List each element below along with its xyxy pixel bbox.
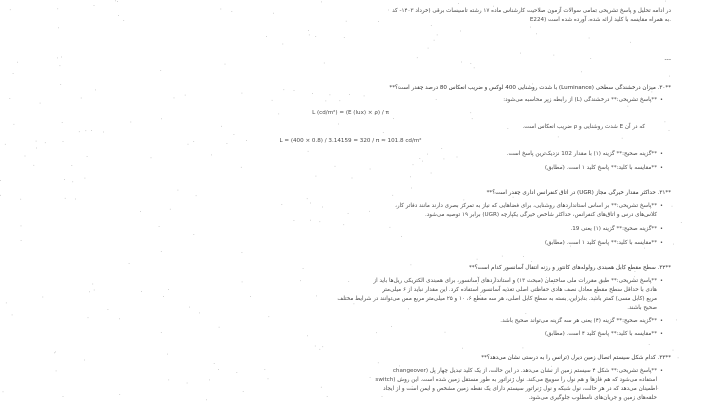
speckle [411,188,412,189]
speckle [266,36,267,37]
speckle [174,98,175,99]
speckle [530,27,531,28]
speckle [206,399,207,400]
speckle [339,100,340,101]
speckle [220,9,221,10]
speckle [178,190,179,191]
speckle [85,130,86,131]
speckle [349,94,350,95]
speckle [316,176,317,177]
speckle [168,380,169,381]
speckle [12,315,13,316]
speckle [477,259,478,260]
speckle [431,173,432,174]
speckle [307,335,308,336]
speckle [657,388,658,389]
speckle [493,6,494,7]
speckle [472,118,473,119]
speckle [199,313,200,314]
speckle [399,366,400,367]
speckle [354,303,355,304]
speckle [300,280,301,281]
speckle [60,65,61,66]
speckle [214,363,215,364]
answer-line: **پاسخ تشریحی:** طبق مقررات ملی ساختمان (مبحث ۱۳) و استانداردهای آسانسور، برای همبندی الکتریکی ریل‌ها باید از [373,278,657,284]
speckle [81,98,82,99]
speckle [91,130,92,131]
speckle [187,383,188,384]
speckle [140,211,141,212]
speckle [315,36,316,37]
speckle [294,90,295,91]
speckle [388,10,389,11]
speckle [225,64,226,65]
speckle [348,281,349,282]
speckle [338,124,339,125]
speckle [520,53,521,54]
speckle [118,15,119,16]
speckle [56,371,57,372]
answer-line: **گزینه صحیح:** گزینه (۱) با مقدار 102 نزدیک‌ترین پاسخ است. [506,151,657,157]
speckle [315,346,316,347]
speckle [242,252,243,253]
speckle [129,263,130,264]
speckle [17,62,18,63]
answer-line: صحیح باشند. [627,305,657,311]
speckle [268,316,269,317]
speckle [21,240,22,241]
speckle [57,58,58,59]
speckle [673,244,674,245]
answer-line: که در آن E شدت روشنایی و ρ ضریب انعکاس است. [522,124,645,130]
speckle [20,199,21,200]
speckle [437,35,438,36]
speckle [581,71,582,72]
bullet-dot: • [660,278,663,284]
speckle [322,346,323,347]
speckle [378,362,379,363]
speckle [60,84,61,85]
speckle [678,357,679,358]
speckle [63,396,64,397]
speckle [649,344,650,345]
speckle [321,387,322,388]
speckle [344,37,345,38]
speckle [108,309,109,310]
speckle [209,380,210,381]
speckle [71,165,72,166]
bullet-dot: • [660,240,663,246]
bullet-dot: • [660,318,663,324]
speckle [417,57,418,58]
speckle [422,161,423,162]
speckle [62,122,63,123]
speckle [457,157,458,158]
speckle [531,261,532,262]
speckle [463,200,464,201]
speckle [33,165,34,166]
speckle [72,181,73,182]
speckle [665,121,666,122]
speckle [58,27,59,28]
speckle [343,224,344,225]
speckle [55,352,56,353]
speckle [242,93,243,94]
speckle [151,157,152,158]
speckle [161,251,162,252]
speckle [369,211,370,212]
speckle [167,354,168,355]
speckle [411,264,412,265]
bullet-dot: • [660,203,663,209]
speckle [13,73,14,74]
speckle [634,276,635,277]
speckle [444,159,445,160]
speckle [352,178,353,179]
speckle [669,130,670,131]
intro-line: E224) به همراه مقایسه با کلید ارائه شده، آورده شده است. [529,17,671,23]
speckle [376,332,377,333]
question-title: **۳۳. کدام شکل سیستم اتصال زمین دیرل (ترانس را به درستی نشان می‌دهد؟** [481,355,671,361]
speckle [87,156,88,157]
speckle [322,207,323,208]
answer-line: **گزینه صحیح:** گزینه (۱) یعنی 19. [570,226,657,232]
speckle [250,296,251,297]
answer-line: **گزینه صحیح:** گزینه (۴) یعنی هر سه گزینه می‌تواند صحیح باشد. [500,318,657,324]
speckle [170,209,171,210]
answer-line: **مقایسه با کلید:** پاسخ کلید ۱ است. (مطابق) [544,165,657,171]
speckle [348,213,349,214]
speckle [231,11,232,12]
speckle [551,366,552,367]
answer-line: **مقایسه با کلید:** پاسخ کلید ۱ است. (مطابق) [544,240,657,246]
speckle [327,396,328,397]
speckle [272,100,273,101]
speckle [431,25,432,26]
speckle [346,21,347,22]
speckle [236,372,237,373]
speckle [241,167,242,168]
speckle [502,256,503,257]
speckle [590,58,591,59]
speckle [84,360,85,361]
speckle [281,204,282,205]
speckle [94,5,95,6]
speckle [321,2,322,3]
answer-line: **پاسخ تشریحی:** بر اساس استانداردهای روشنایی، برای فضاهایی که نیاز به تمرکز بصری دارند مانند دفاتر کار، [395,203,657,209]
intro-line: در ادامه تحلیل و پاسخ تشریحی تمامی سوالات آزمون صلاحیت کارشناس ماده ۱۷ رشته تاسیسات برقی (خرداد ۱۴۰۳- کد [392,8,671,14]
speckle [117,1,118,2]
formula: L (cd/m²) = (E (lux) × ρ) / π [312,110,389,116]
answer-line: **پاسخ تشریحی:** شکل ۴ سیستم زمین از نشان می‌دهد. در این حالت، از یک کلید تبدیل چهار پل (changeover [392,368,657,374]
speckle [14,124,15,125]
speckle [308,30,309,31]
speckle [434,40,435,41]
speckle [219,327,220,328]
speckle [264,369,265,370]
speckle [211,155,212,156]
speckle [390,227,391,228]
answer-line: **پاسخ تشریحی:** درخشندگی (L) از رابطه زیر محاسبه می‌شود: [503,97,657,103]
answer-line: کلاس‌های درس و اتاق‌های کنفرانس، حداکثر شاخص خیرگی یکپارچه (UGR) برابر ۱۹ توصیه می‌شود. [424,212,657,218]
speckle [221,126,222,127]
speckle [460,31,461,32]
speckle [536,33,537,34]
speckle [309,35,310,36]
speckle [676,320,677,321]
speckle [57,8,58,9]
speckle [370,169,371,170]
speckle [310,203,311,204]
speckle [163,296,164,297]
speckle [42,297,43,298]
speckle [25,156,26,157]
speckle [119,318,120,319]
speckle [458,3,459,4]
speckle [523,256,524,257]
speckle [644,248,645,249]
speckle [294,220,295,221]
speckle [64,179,65,180]
speckle [196,195,197,196]
speckle [553,55,554,56]
speckle [303,268,304,269]
speckle [65,198,66,199]
speckle [3,391,4,392]
bullet-dot: • [660,165,663,171]
speckle [312,93,313,94]
speckle [119,394,120,395]
speckle [410,176,411,177]
speckle [141,291,142,292]
speckle [427,154,428,155]
question-title: **۳۱. حداکثر مقدار خیرگی مجاز (UGR) در اتاق کنفرانس اداری چقدر است؟** [486,190,671,196]
speckle [242,282,243,283]
speckle [283,89,284,90]
speckle [445,332,446,333]
speckle [461,62,462,63]
speckle [161,118,162,119]
speckle [428,48,429,49]
speckle [324,63,325,64]
speckle [523,348,524,349]
question-title: **۳۰. میزان درخشندگی سطحی (Luminance) با شدت روشنایی 400 لوکس و ضریب انعکاس 80 درصد چقدر است؟** [389,85,671,91]
speckle [307,198,308,199]
speckle [189,307,190,308]
speckle [0,195,1,196]
speckle [462,348,463,349]
speckle [316,296,317,297]
speckle [123,20,124,21]
speckle [21,226,22,227]
speckle [103,132,104,133]
speckle [159,226,160,227]
speckle [168,289,169,290]
speckle [474,67,475,68]
speckle [441,148,442,149]
speckle [130,122,131,123]
speckle [89,291,90,292]
formula: L = (400 × 0.8) / 3.14159 = 320 / π ≈ 101.8 cd/m² [279,138,422,144]
speckle [436,99,437,100]
speckle [79,131,80,132]
speckle [330,94,331,95]
bullet-dot: • [660,226,663,232]
speckle [630,42,631,43]
speckle [308,151,309,152]
speckle [319,349,320,350]
speckle [185,95,186,96]
speckle [681,222,682,223]
speckle [391,326,392,327]
speckle [378,21,379,22]
bullet-dot: • [660,368,663,374]
speckle [393,118,394,119]
speckle [234,134,235,135]
separator: --- [664,56,671,63]
speckle [525,313,526,314]
speckle [6,303,7,304]
speckle [94,290,95,291]
speckle [408,308,409,309]
speckle [392,195,393,196]
speckle [310,220,311,221]
speckle [673,350,674,351]
answer-line: اطمینان می‌دهد که در هر حالت، نول شبکه و نول ژنراتور سیستم دارای یک نقطه زمین مشخص و ایمن است و از ایجاد [383,386,657,392]
speckle [218,369,219,370]
speckle [370,377,371,378]
answer-line: مربع (کابل مسی) کمتر باشد. بنابراین، بسته به سطح کابل اصلی، هر سه مقطع ۶، ۱۰ و ۲۵ میلی‌متر مربع مس می‌توانند در شرایط مختلف [337,296,657,302]
speckle [95,90,96,91]
bullet-dot: • [660,151,663,157]
answer-line: switch) استفاده می‌شود که هم فازها و هم نول را سوییچ می‌کند. نول ژنراتور به طور مستقل زمین شده است. این روش [375,377,657,383]
speckle [325,101,326,102]
speckle [54,352,55,353]
speckle [383,132,384,133]
question-title: **۳۲. سطح مقطع کابل همبندی رولوله‌های کانتور و رزنه انتقال آسانسور کدام است؟** [468,265,671,271]
speckle [268,378,269,379]
speckle [319,221,320,222]
speckle [282,44,283,45]
speckle [40,103,41,104]
speckle [9,98,10,99]
speckle [335,166,336,167]
speckle [10,9,11,10]
speckle [88,317,89,318]
speckle [161,332,162,333]
speckle [401,236,402,237]
speckle [243,391,244,392]
speckle [419,158,420,159]
speckle [382,396,383,397]
speckle [627,106,628,107]
speckle [193,234,194,235]
speckle [364,96,365,97]
speckle [413,164,414,165]
bullet-dot: • [660,331,663,337]
answer-line: هادی با حداقل سطح مقطع معادل نصف هادی حفاظتی اصلی تغذیه آسانسور استفاده کرد. این مقدار نباید از ۶ میلی‌متر [382,287,657,293]
speckle [665,1,666,2]
answer-line: حلقه‌های زمین و جریان‌های نامطلوب جلوگیری می‌شود. [528,395,657,401]
speckle [61,57,62,58]
speckle [470,63,471,64]
speckle [507,128,508,129]
speckle [115,0,116,1]
speckle [92,284,93,285]
answer-line: **مقایسه با کلید:** پاسخ کلید ۴ است. (مطابق) [544,331,657,337]
speckle [75,199,76,200]
speckle [589,38,590,39]
speckle [36,148,37,149]
speckle [669,76,670,77]
speckle [85,178,86,179]
speckle [0,180,1,181]
speckle [672,206,673,207]
bullet-dot: • [660,97,663,103]
speckle [160,70,161,71]
speckle [273,13,274,14]
